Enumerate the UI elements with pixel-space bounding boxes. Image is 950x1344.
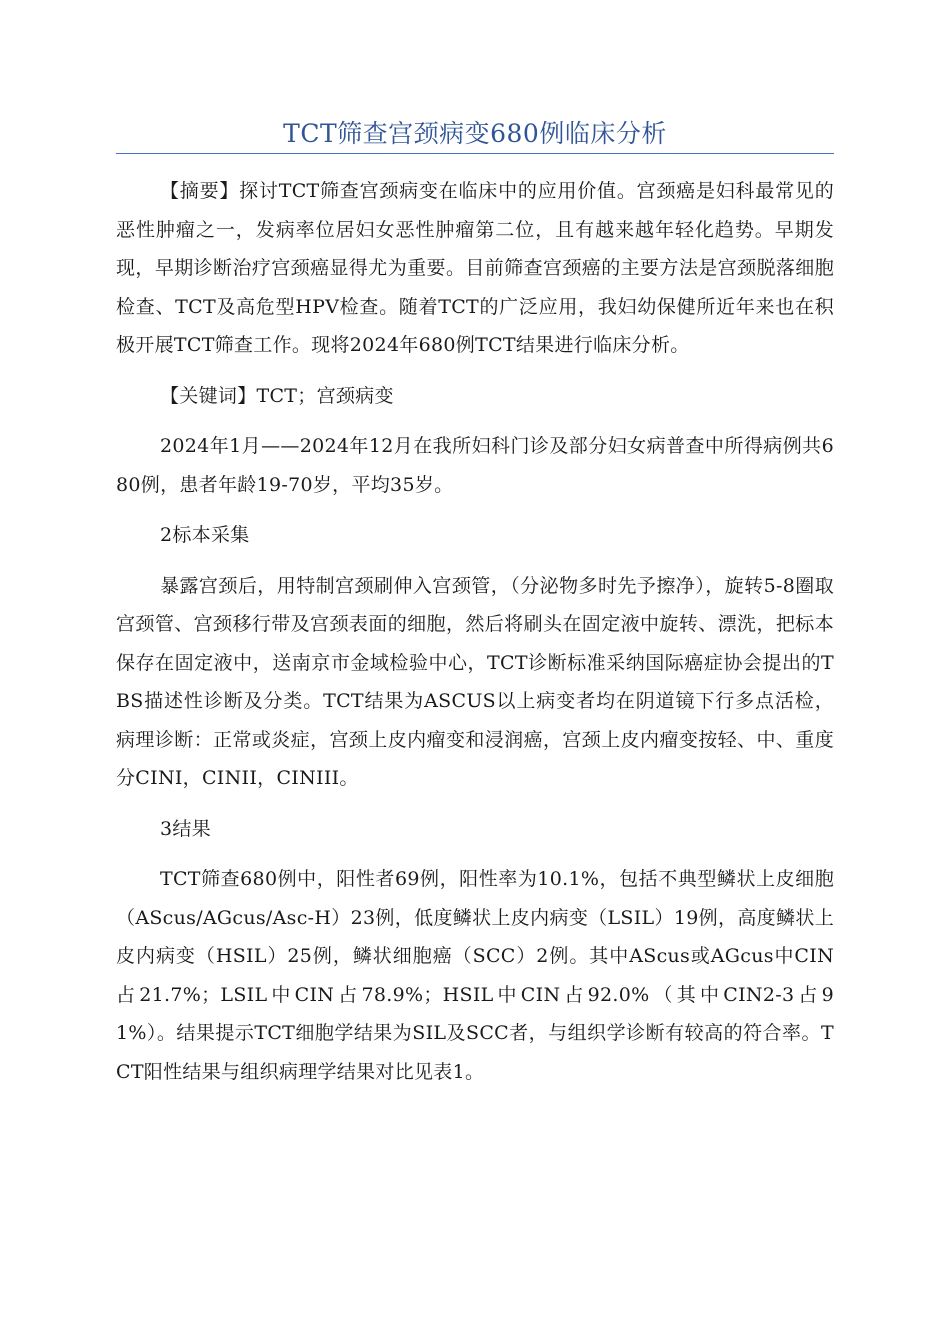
section-heading-results: 3结果 — [160, 817, 211, 840]
keywords-paragraph: 【关键词】TCT；宫颈病变 — [160, 384, 394, 407]
title-underline — [116, 153, 834, 154]
section-heading-sampling: 2标本采集 — [160, 524, 250, 546]
sampling-paragraph: 暴露宫颈后，用特制宫颈刷伸入宫颈管，（分泌物多时先予擦净），旋转5-8圈取宫颈管、宫颈移行带及宫颈表面的细胞，然后将刷头在固定液中旋转、漂洗，把标本保存在固定液中，送南京市金域检验中心，TCT诊断标准采纳国际癌症协会提出的TBS描述性诊断及分类。TCT结果为ASCUS以上病变者均在阴道镜下行多点活检，病理诊断：正常或炎症，宫颈上皮内瘤变和浸润癌，宫颈上皮内瘤变按轻、中、重度分CINI，CINII，CINIII。 — [116, 574, 834, 789]
document-body — [116, 172, 834, 1091]
abstract-paragraph: 【摘要】探讨TCT筛查宫颈病变在临床中的应用价值。宫颈癌是妇科最常见的恶性肿瘤之一，发病率位居妇女恶性肿瘤第二位，且有越来越年轻化趋势。早期发现，早期诊断治疗宫颈癌显得尤为重要。目前筛查宫颈癌的主要方法是宫颈脱落细胞检查、TCT及高危型HPV检查。随着TCT的广泛应用，我妇幼保健所近年来也在积极开展TCT筛查工作。现将2024年680例TCT结果进行临床分析。 — [116, 180, 834, 356]
results-paragraph: TCT筛查680例中，阳性者69例，阳性率为10.1%，包括不典型鳞状上皮细胞（AScus/AGcus/Asc-H）23例，低度鳞状上皮内病变（LSIL）19例，高度鳞状上皮内病变（HSIL）25例，鳞状细胞癌（SCC）2例。其中AScus或AGcus中CIN占21.7%；LSIL中CIN占78.9%；HSIL中CIN占92.0%（其中CIN2-3占91%）。结果提示TCT细胞学结果为SIL及SCC者，与组织学诊断有较高的符合率。TCT阳性结果与组织病理学结果对比见表1。 — [116, 868, 834, 1083]
cases-paragraph: 2024年1月——2024年12月在我所妇科门诊及部分妇女病普查中所得病例共680例，患者年龄19-70岁，平均35岁。 — [116, 435, 834, 496]
document-title: TCT筛查宫颈病变680例临床分析 — [283, 119, 667, 148]
